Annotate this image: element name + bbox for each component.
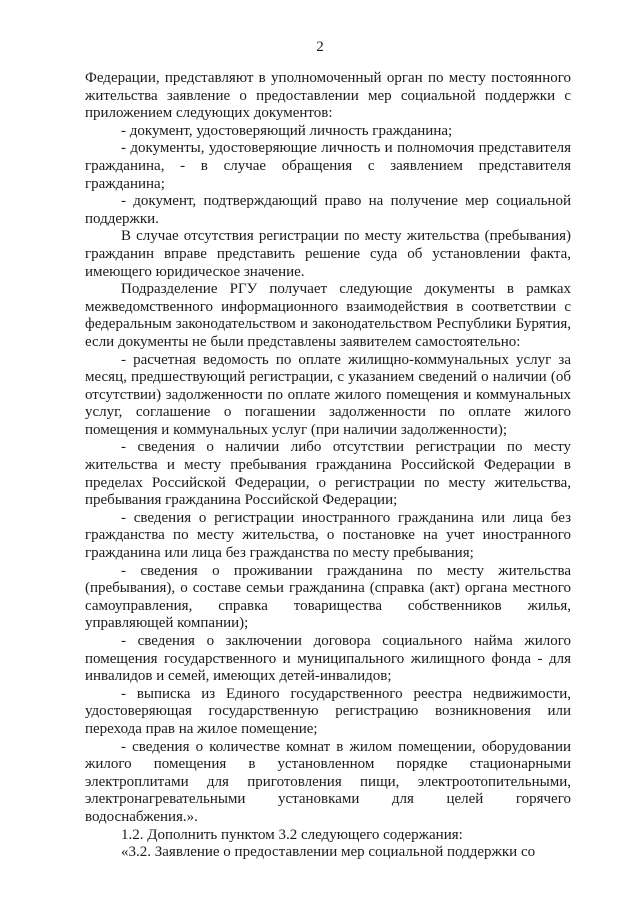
- paragraph: - расчетная ведомость по оплате жилищно-коммунальных услуг за месяц, предшествующий регистрации, с указанием сведений о наличии (об отсутствии) задолженности по оплате жилого помещения и коммунальных услуг, соглашение о погашении задолженности по оплате жилого помещения и коммунальных услуг (при наличии задолженности);: [85, 351, 571, 438]
- paragraph: - сведения о количестве комнат в жилом помещении, оборудовании жилого помещения в установленном порядке стационарными электроплитами для приготовления пищи, электроотопительными, электронагревательными установками для целей горячего водоснабжения.».: [85, 738, 571, 825]
- paragraph: - документы, удостоверяющие личность и полномочия представителя гражданина, - в случае обращения с заявлением представителя гражданина;: [85, 140, 571, 192]
- paragraph: - сведения о проживании гражданина по месту жительства (пребывания), о составе семьи гражданина (справка (акт) органа местного самоуправления, справка товарищества собственников жилья, управляющей компании);: [85, 562, 571, 632]
- paragraph: - сведения о регистрации иностранного гражданина или лица без гражданства по месту жительства, о постановке на учет иностранного гражданина или лица без гражданства по месту пребывания;: [85, 509, 571, 562]
- page-number: 2: [316, 39, 324, 55]
- paragraph: - документ, удостоверяющий личность гражданина;: [121, 122, 453, 139]
- paragraph: Федерации, представляют в уполномоченный орган по месту постоянного жительства заявление о предоставлении мер социальной поддержки с приложением следующих документов:: [85, 70, 571, 122]
- paragraph: - сведения о наличии либо отсутствии регистрации по месту жительства и месту пребывания гражданина Российской Федерации в пределах Российской Федерации, о регистрации по месту жительства, пребывания гражданина Российской Федерации;: [85, 439, 571, 509]
- paragraph: «3.2. Заявление о предоставлении мер социальной поддержки со: [121, 844, 536, 861]
- paragraph: Подразделение РГУ получает следующие документы в рамках межведомственного информационного взаимодействия в соответствии с федеральным законодательством и законодательством Республики Бурятия, если документы не были представлены заявителем самостоятельно:: [85, 281, 571, 350]
- paragraph: В случае отсутствия регистрации по месту жительства (пребывания) гражданин вправе представить решение суда об установлении факта, имеющего юридическое значение.: [85, 228, 571, 280]
- paragraph: - сведения о заключении договора социального найма жилого помещения государственного и муниципального жилищного фонда - для инвалидов и семей, имеющих детей-инвалидов;: [85, 633, 571, 685]
- paragraph: 1.2. Дополнить пунктом 3.2 следующего содержания:: [121, 826, 463, 843]
- body-text: [85, 70, 571, 862]
- paragraph: - документ, подтверждающий право на получение мер социальной поддержки.: [85, 193, 571, 227]
- paragraph: - выписка из Единого государственного реестра недвижимости, удостоверяющая государственную регистрацию возникновения или перехода прав на жилое помещение;: [85, 685, 571, 737]
